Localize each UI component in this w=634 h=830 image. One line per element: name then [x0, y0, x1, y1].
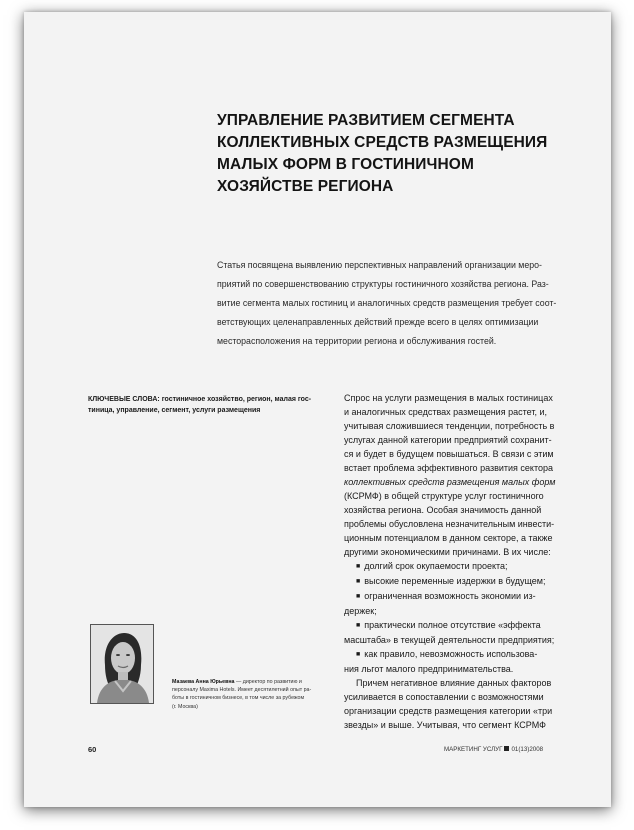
bullet-continuation: держек; [344, 606, 377, 616]
body-line: встает проблема эффективного развития сектора [344, 463, 554, 473]
title-line: МАЛЫХ ФОРМ В ГОСТИНИЧНОМ [217, 156, 474, 173]
body-line: услугах данной категории предприятий сохранит- [344, 435, 552, 445]
body-line: Причем негативное влияние данных факторов [356, 678, 552, 688]
bullet-square-icon: ■ [356, 651, 361, 658]
bullet-text: как правило, невозможность использова- [364, 649, 538, 659]
journal-issue: 01(13)2008 [511, 746, 544, 753]
bullet-square-icon: ■ [356, 578, 361, 585]
journal-footer [444, 746, 543, 753]
page-number: 60 [88, 745, 97, 754]
body-line: учитывая сложившиеся тенденции, потребность в [344, 421, 555, 431]
body-line: усиливается в сопоставлении с возможностями [344, 692, 544, 702]
black-square-icon [504, 746, 509, 751]
body-line-italic [344, 475, 596, 489]
italic-term: коллективных средств размещения малых форм [344, 477, 556, 487]
title-line: КОЛЛЕКТИВНЫХ СРЕДСТВ РАЗМЕЩЕНИЯ [217, 134, 548, 151]
body-line: ционным потенциалом в данном секторе, а также [344, 533, 553, 543]
abstract-line: витие сегмента малых гостиниц и аналогичных средств размещения требует соот- [217, 298, 557, 308]
bullet-item [344, 574, 596, 589]
abstract-line: Статья посвящена выявлению перспективных направлений организации меро- [217, 260, 542, 270]
author-line: (г. Москва) [172, 703, 198, 710]
bullet-continuation: ния льгот малого предпринимательства. [344, 664, 514, 674]
article-title [217, 110, 557, 198]
body-line: Спрос на услуги размещения в малых гостиницах [344, 393, 553, 403]
body-line: хозяйства региона. Особая значимость данной [344, 505, 542, 515]
author-role: — директор по развитию и [234, 679, 302, 685]
body-line: и аналогичных средствах размещения растет, и, [344, 407, 547, 417]
author-bio [172, 678, 342, 711]
body-line: проблемы обусловлена незначительным инвести- [344, 519, 555, 529]
keywords-line [88, 394, 338, 405]
article-abstract [217, 256, 589, 351]
bullet-item [344, 559, 596, 574]
bullet-square-icon: ■ [356, 622, 361, 629]
bullet-item [344, 618, 596, 633]
keywords-text: тиница, управление, сегмент, услуги размещения [88, 407, 261, 414]
abstract-line: месторасположения на территории региона и обслуживания гостей. [217, 336, 497, 346]
body-line: (КСРМФ) в общей структуре услуг гостиничного [344, 491, 544, 501]
body-line: другими экономическими причинами. В их числе: [344, 547, 551, 557]
bullet-item [344, 647, 596, 662]
author-name: Мазаева Анна Юрьевна [172, 679, 235, 685]
bullet-text: высокие переменные издержки в будущем; [364, 576, 546, 586]
bullet-item [344, 589, 596, 604]
author-line: боты в гостиничном бизнесе, в том числе за рубежом [172, 695, 305, 702]
author-photo [90, 624, 154, 704]
body-line: звезды» и выше. Учитывая, что сегмент КСРМФ [344, 720, 546, 730]
bullet-square-icon: ■ [356, 563, 361, 570]
author-line [172, 678, 342, 686]
journal-name: МАРКЕТИНГ УСЛУГ [444, 746, 503, 753]
keywords-label: КЛЮЧЕВЫЕ СЛОВА: [88, 396, 160, 403]
bullet-continuation: масштаба» в текущей деятельности предприятия; [344, 635, 555, 645]
title-line: УПРАВЛЕНИЕ РАЗВИТИЕМ СЕГМЕНТА [217, 112, 515, 129]
portrait-photo-icon [91, 625, 153, 703]
article-body [344, 391, 596, 732]
abstract-line: приятий по совершенствованию структуры гостиничного хозяйства региона. Раз- [217, 279, 549, 289]
bullet-square-icon: ■ [356, 593, 361, 600]
keywords-text: гостиничное хозяйство, регион, малая гос- [159, 396, 312, 403]
bullet-text: долгий срок окупаемости проекта; [364, 561, 508, 571]
title-line: ХОЗЯЙСТВЕ РЕГИОНА [217, 178, 394, 195]
keywords-block [88, 394, 338, 416]
body-line: организации средств размещения категории «три [344, 706, 553, 716]
bullet-text: практически полное отсутствие «эффекта [364, 620, 541, 630]
bullet-text: ограниченная возможность экономии из- [364, 591, 536, 601]
author-line: персоналу Maxima Hotels. Имеет десятилетний опыт ра- [172, 687, 312, 694]
body-line: ся и будет в будущем повышаться. В связи с этим [344, 449, 554, 459]
abstract-line: ветствующих целенаправленных действий прежде всего в целях оптимизации [217, 317, 539, 327]
journal-page [24, 12, 611, 807]
